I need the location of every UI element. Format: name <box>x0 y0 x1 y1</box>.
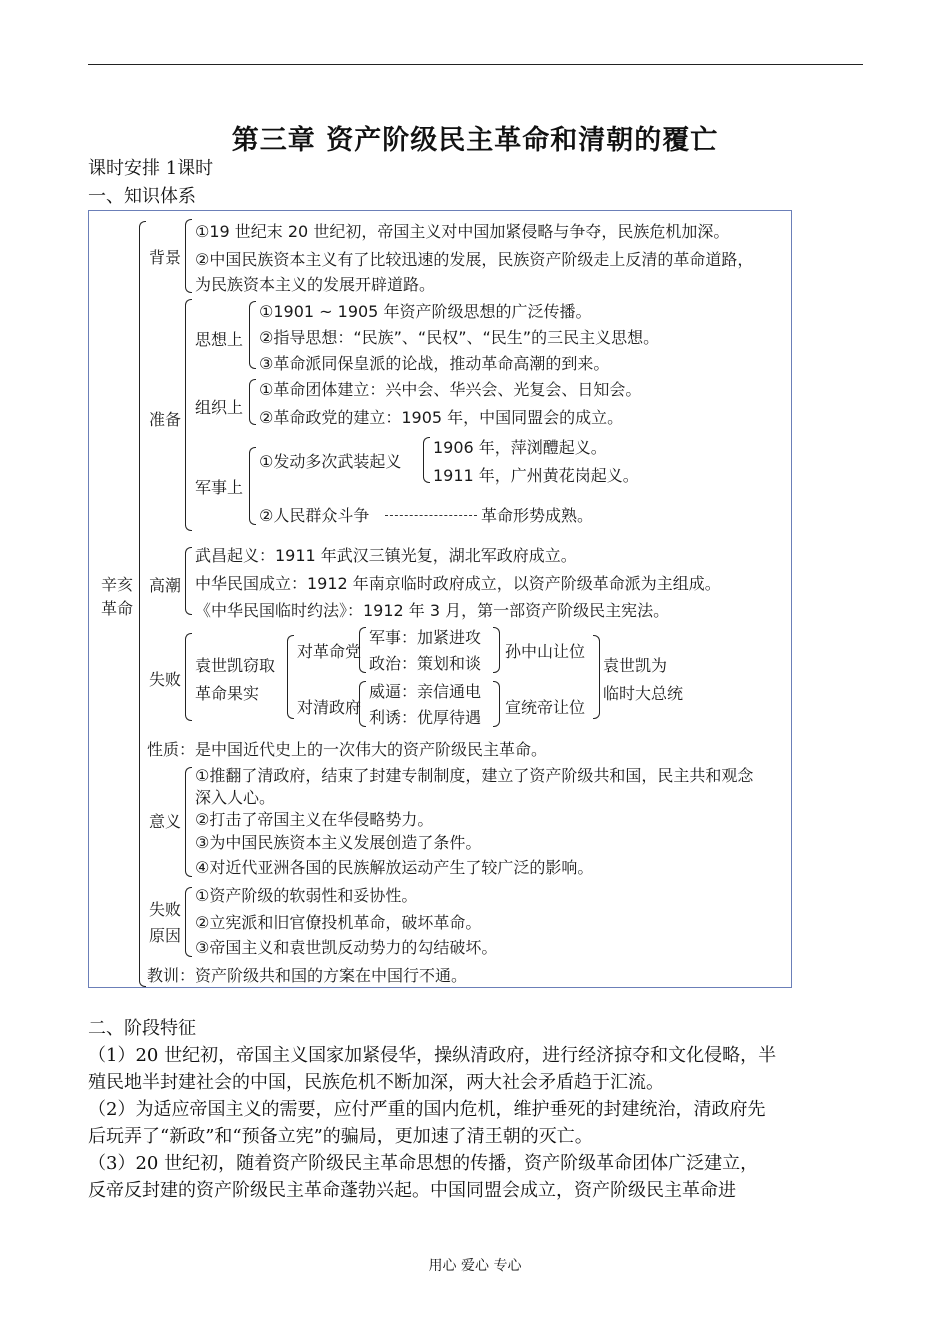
significance-item: ②打击了帝国主义在华侵略势力。 <box>195 810 434 829</box>
paragraph-line: 反帝反封建的资产阶级民主革命蓬勃兴起。中国同盟会成立，资产阶级民主革命进 <box>88 1180 736 1201</box>
significance-brace <box>185 767 192 877</box>
knowledge-diagram <box>88 210 792 988</box>
paragraph-line: （3）20 世纪初，随着资产阶级民主革命思想的传播，资产阶级革命团体广泛建立， <box>88 1153 759 1174</box>
climax-item: 《中华民国临时约法》：1912 年 3 月，第一部资产阶级民主宪法。 <box>195 601 670 620</box>
section-heading-stage: 二、阶段特征 <box>88 1018 196 1039</box>
rev-action: 军事：加紧进攻 <box>369 628 482 647</box>
qing-result-brace <box>493 681 500 727</box>
background-item: 为民族资本主义的发展开辟道路。 <box>195 275 436 294</box>
failure-cause-line: 袁世凯窃取 <box>195 656 276 675</box>
section-heading-knowledge: 一、知识体系 <box>88 186 196 207</box>
final-result-line: 临时大总统 <box>603 684 684 703</box>
paragraph-line: （2）为适应帝国主义的需要，应付严重的国内危机，维护垂死的封建统治，清政府先 <box>88 1099 766 1120</box>
paragraph-line: （1）20 世纪初，帝国主义国家加紧侵华，操纵清政府，进行经济掠夺和文化侵略，半 <box>88 1045 777 1066</box>
root-brace <box>139 221 146 987</box>
thought-item: ②指导思想：“民族”、“民权”、“民生”的三民主义思想。 <box>259 328 660 347</box>
thought-label: 思想上 <box>195 330 244 349</box>
lesson-line: 教训：资产阶级共和国的方案在中国行不通。 <box>147 966 468 985</box>
final-result-brace <box>593 635 600 719</box>
paragraph-line: 后玩弄了“新政”和“预备立宪”的骗局，更加速了清王朝的灭亡。 <box>88 1126 593 1147</box>
org-item: ①革命团体建立：兴中会、华兴会、光复会、日知会。 <box>259 380 642 399</box>
reason-item: ③帝国主义和袁世凯反动势力的勾结破坏。 <box>195 938 498 957</box>
org-item: ②革命政党的建立：1905 年，中国同盟会的成立。 <box>259 408 624 427</box>
prep-brace <box>185 299 192 531</box>
failure-targets-brace <box>287 635 294 719</box>
background-item: ②中国民族资本主义有了比较迅速的发展，民族资产阶级走上反清的革命道路， <box>195 250 754 269</box>
reason-item: ①资产阶级的软弱性和妥协性。 <box>195 886 418 905</box>
to-revolutionaries-label: 对革命党 <box>297 642 362 661</box>
struggle-label: ②人民群众斗争 <box>259 506 370 525</box>
paragraph-1 <box>88 1042 868 1096</box>
org-brace <box>249 379 256 425</box>
reasons-label: 原因 <box>149 926 182 945</box>
final-result-line: 袁世凯为 <box>603 656 668 675</box>
uprising-item: 1906 年，萍浏醴起义。 <box>433 438 607 457</box>
root-label: 辛亥 革命 <box>101 575 134 618</box>
rev-result-brace <box>493 627 500 673</box>
climax-item: 中华民国成立：1912 年南京临时政府成立，以资产阶级革命派为主组成。 <box>195 574 721 593</box>
nature-line: 性质：是中国近代史上的一次伟大的资产阶级民主革命。 <box>147 740 548 759</box>
uprising-item: 1911 年，广州黄花岗起义。 <box>433 466 639 485</box>
military-label: 军事上 <box>195 478 244 497</box>
climax-label: 高潮 <box>149 576 182 595</box>
qing-action: 威逼：亲信通电 <box>369 682 482 701</box>
thought-item: ①1901 ~ 1905 年资产阶级思想的广泛传播。 <box>259 302 592 321</box>
climax-brace <box>185 547 192 615</box>
reason-item: ②立宪派和旧官僚投机革命，破坏革命。 <box>195 913 482 932</box>
military-brace <box>249 447 256 525</box>
org-label: 组织上 <box>195 398 244 417</box>
prep-label: 准备 <box>149 410 182 429</box>
uprisings-label: ①发动多次武装起义 <box>259 452 402 471</box>
struggle-arrow-line <box>385 515 477 516</box>
thought-item: ③革命派同保皇派的论战，推动革命高潮的到来。 <box>259 354 610 373</box>
reasons-label: 失败 <box>149 900 182 919</box>
page-footer: 用心 爱心 专心 <box>428 1258 522 1274</box>
struggle-result: 革命形势成熟。 <box>481 506 594 525</box>
climax-item: 武昌起义：1911 年武汉三镇光复，湖北军政府成立。 <box>195 546 577 565</box>
thought-brace <box>249 301 256 369</box>
failure-label: 失败 <box>149 670 182 689</box>
reasons-brace <box>185 887 192 957</box>
to-qing-label: 对清政府 <box>297 698 362 717</box>
paragraph-3 <box>88 1150 868 1204</box>
qing-actions-brace <box>359 681 366 727</box>
qing-action: 利诱：优厚待遇 <box>369 708 482 727</box>
rev-action: 政治：策划和谈 <box>369 654 482 673</box>
page-title: 第三章 资产阶级民主革命和清朝的覆亡 <box>231 125 719 156</box>
significance-item: ④对近代亚洲各国的民族解放运动产生了较广泛的影响。 <box>195 858 594 877</box>
background-label: 背景 <box>149 248 182 267</box>
significance-label: 意义 <box>149 812 182 831</box>
paragraph-2 <box>88 1096 868 1150</box>
significance-item: 深入人心。 <box>195 788 276 807</box>
rev-result: 孙中山让位 <box>505 642 586 661</box>
failure-brace <box>185 633 192 721</box>
qing-result: 宣统帝让位 <box>505 698 586 717</box>
background-brace <box>185 219 192 293</box>
uprisings-brace <box>423 437 430 483</box>
significance-item: ③为中国民族资本主义发展创造了条件。 <box>195 833 482 852</box>
rev-actions-brace <box>359 627 366 673</box>
background-item: ①19 世纪末 20 世纪初，帝国主义对中国加紧侵略与争夺，民族危机加深。 <box>195 222 730 241</box>
significance-item: ①推翻了清政府，结束了封建专制制度，建立了资产阶级共和国，民主共和观念 <box>195 766 754 785</box>
schedule-line: 课时安排 1课时 <box>88 158 214 179</box>
failure-cause-line: 革命果实 <box>195 684 260 703</box>
header-rule <box>88 64 863 65</box>
paragraph-line: 殖民地半封建社会的中国，民族危机不断加深，两大社会矛盾趋于汇流。 <box>88 1072 664 1093</box>
